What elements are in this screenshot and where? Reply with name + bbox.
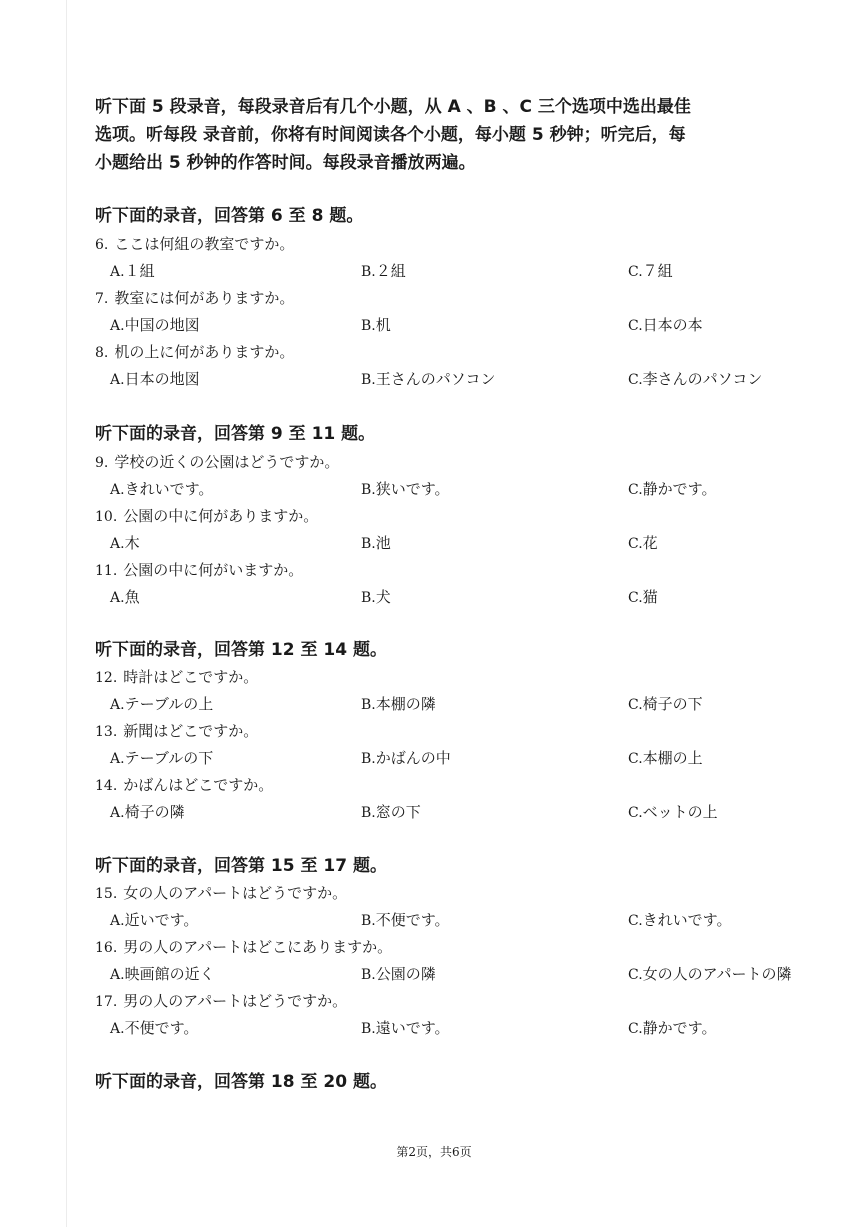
question-text: 新聞はどこですか。 [123,722,259,740]
option-text: 静かです。 [642,480,717,498]
option-letter: C. [628,805,643,821]
question-17 [95,991,347,1012]
option-a [110,369,200,390]
option-text: 日本の地図 [124,370,200,388]
question-12 [95,667,258,688]
option-letter: A. [110,913,125,929]
option-letter: B. [361,697,376,713]
option-text: テーブルの上 [124,695,214,713]
option-b [361,1018,450,1039]
option-b [361,802,421,823]
option-text: テーブルの下 [124,749,214,767]
question-number: 11. [95,563,118,579]
option-text: 窓の下 [375,803,421,821]
question-9 [95,452,339,473]
option-text: ベットの上 [642,803,718,821]
question-number: 7. [95,291,109,307]
option-b [361,910,450,931]
option-b [361,261,406,282]
option-letter: A. [110,536,125,552]
option-letter: C. [628,751,643,767]
option-letter: A. [110,372,125,388]
option-text: きれいです。 [124,480,214,498]
option-b [361,748,451,769]
option-text: 木 [124,534,140,552]
option-letter: B. [361,318,376,334]
option-letter: A. [110,967,125,983]
option-letter: A. [110,751,125,767]
option-a [110,315,200,336]
option-a [110,802,185,823]
option-b [361,964,436,985]
section-heading-q15-17: 听下面的录音，回答第 15 至 17 题。 [95,856,387,876]
option-a [110,964,215,985]
question-text: 公園の中に何がありますか。 [123,507,319,525]
option-c [628,964,791,985]
option-letter: B. [361,805,376,821]
section-heading-q18-20: 听下面的录音，回答第 18 至 20 题。 [95,1072,387,1092]
question-text: 女の人のアパートはどうですか。 [123,884,348,902]
option-letter: C. [628,967,643,983]
option-a [110,587,140,608]
option-c [628,748,703,769]
question-text: 時計はどこですか。 [123,668,259,686]
option-c [628,315,703,336]
question-8 [95,342,294,363]
option-letter: B. [361,913,376,929]
option-c [628,587,658,608]
option-letter: C. [628,1021,643,1037]
option-letter: A. [110,697,125,713]
question-number: 14. [95,778,118,794]
option-letter: A. [110,590,125,606]
question-text: 男の人のアパートはどこにありますか。 [123,938,393,956]
option-text: 公園の隣 [375,965,436,983]
option-text: 不便です。 [124,1019,199,1037]
question-7 [95,288,294,309]
question-text: 机の上に何がありますか。 [114,343,295,361]
question-number: 16. [95,940,118,956]
option-letter: A. [110,264,125,280]
question-11 [95,560,303,581]
question-16 [95,937,392,958]
option-text: 李さんのパソコン [642,370,763,388]
option-letter: B. [361,1021,376,1037]
option-text: 机 [375,316,391,334]
question-number: 15. [95,886,118,902]
option-text: 魚 [124,588,140,606]
option-a [110,694,213,715]
question-text: 教室には何がありますか。 [114,289,295,307]
option-text: 日本の本 [642,316,703,334]
option-text: 映画館の近く [124,965,215,983]
question-10 [95,506,318,527]
option-c [628,479,716,500]
option-c [628,261,673,282]
instructions-line: 小题给出 5 秒钟的作答时间。每段录音播放两遍。 [95,153,476,173]
option-c [628,694,703,715]
option-text: 猫 [642,588,658,606]
option-text: 椅子の下 [642,695,703,713]
question-number: 13. [95,724,118,740]
option-b [361,479,450,500]
instructions-line: 选项。听每段 录音前，你将有时间阅读各个小题，每小题 5 秒钟；听完后，每 [95,125,686,145]
option-letter: C. [628,482,643,498]
option-letter: B. [361,264,376,280]
option-b [361,694,436,715]
option-text: 中国の地図 [124,316,200,334]
option-c [628,802,718,823]
option-b [361,315,391,336]
option-text: 遠いです。 [375,1019,450,1037]
question-14 [95,775,273,796]
question-number: 12. [95,670,118,686]
option-text: 池 [375,534,391,552]
listening-instructions [95,93,785,177]
question-13 [95,721,258,742]
question-number: 6. [95,237,109,253]
option-letter: A. [110,1021,125,1037]
option-text: ７組 [642,262,673,280]
option-letter: B. [361,967,376,983]
option-letter: C. [628,536,643,552]
option-letter: C. [628,590,643,606]
instructions-line: 听下面 5 段录音，每段录音后有几个小题，从 A 、B 、C 三个选项中选出最佳 [95,97,691,117]
section-heading-q9-11: 听下面的录音，回答第 9 至 11 题。 [95,424,376,444]
question-number: 8. [95,345,109,361]
option-letter: A. [110,482,125,498]
option-letter: C. [628,697,643,713]
option-a [110,910,198,931]
option-text: かばんの中 [375,749,451,767]
option-b [361,369,495,390]
option-a [110,261,155,282]
question-number: 10. [95,509,118,525]
option-letter: C. [628,318,643,334]
option-b [361,587,391,608]
option-text: 女の人のアパートの隣 [642,965,792,983]
question-text: 公園の中に何がいますか。 [123,561,304,579]
option-text: 犬 [375,588,391,606]
option-letter: C. [628,264,643,280]
option-text: 静かです。 [642,1019,717,1037]
question-text: ここは何組の教室ですか。 [114,235,295,253]
option-text: 本棚の隣 [375,695,436,713]
option-c [628,1018,716,1039]
question-15 [95,883,347,904]
question-number: 17. [95,994,118,1010]
option-text: ２組 [375,262,406,280]
section-heading-q6-8: 听下面的录音，回答第 6 至 8 题。 [95,206,364,226]
option-c [628,910,731,931]
option-letter: B. [361,590,376,606]
option-text: 王さんのパソコン [375,370,496,388]
option-a [110,1018,198,1039]
option-letter: B. [361,751,376,767]
option-letter: B. [361,372,376,388]
section-heading-q12-14: 听下面的录音，回答第 12 至 14 题。 [95,640,387,660]
option-text: １組 [124,262,155,280]
option-letter: C. [628,913,643,929]
page-number-footer: 第2页，共6页 [396,1145,472,1159]
option-a [110,748,213,769]
option-b [361,533,391,554]
question-number: 9. [95,455,109,471]
option-text: 近いです。 [124,911,199,929]
option-letter: B. [361,482,376,498]
option-letter: A. [110,805,125,821]
option-c [628,369,762,390]
option-a [110,533,140,554]
question-text: 学校の近くの公園はどうですか。 [114,453,340,471]
option-text: きれいです。 [642,911,732,929]
option-c [628,533,658,554]
option-letter: C. [628,372,643,388]
question-text: かばんはどこですか。 [123,776,274,794]
page-scan-edge [66,0,67,1227]
option-letter: A. [110,318,125,334]
question-text: 男の人のアパートはどうですか。 [123,992,348,1010]
option-text: 不便です。 [375,911,450,929]
option-text: 椅子の隣 [124,803,185,821]
question-6 [95,234,294,255]
option-letter: B. [361,536,376,552]
option-text: 本棚の上 [642,749,703,767]
option-a [110,479,213,500]
option-text: 花 [642,534,658,552]
option-text: 狭いです。 [375,480,450,498]
